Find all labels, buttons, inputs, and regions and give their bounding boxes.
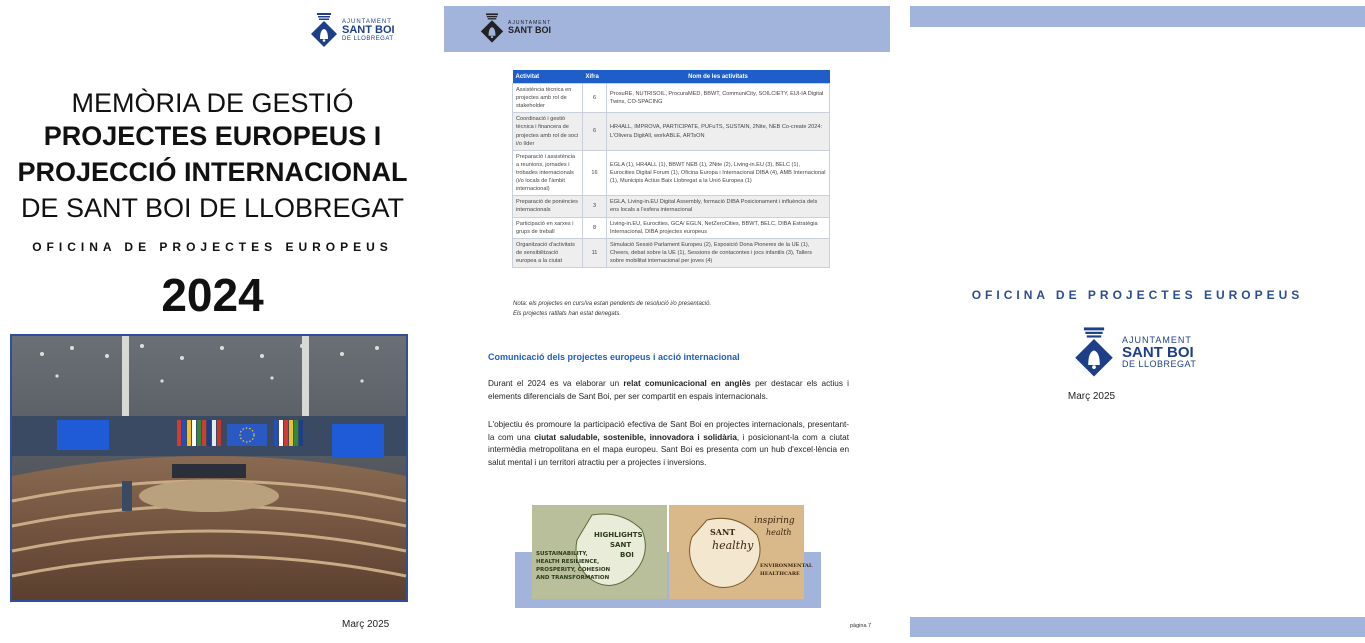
inner-page xyxy=(444,0,890,643)
cover-year: 2024 xyxy=(161,269,264,321)
logo-line-2: SANT BOI xyxy=(1122,343,1194,361)
table-note xyxy=(513,300,711,319)
illustration-text: SANT xyxy=(610,541,632,549)
table-row xyxy=(513,84,830,113)
graphic-recording-illustration-icon xyxy=(532,505,813,599)
activity-cell: Coordinació i gestió tècnica i financera de projectes amb rol de soci i/o líder xyxy=(513,113,583,150)
cover-date: Març 2025 xyxy=(342,619,390,630)
names-cell: EGLA, Living-in.EU Digital Assembly, formació DIBA Posicionament i influència dels ens locals a l'esfera internacional xyxy=(607,196,830,217)
back-page xyxy=(910,0,1365,643)
paragraph-2-text-a: L'objectiu és promoure la participació efectiva de Sant Boi en projectes internacionals, presentant-la com una xyxy=(488,420,849,442)
logo-line-2: SANT BOI xyxy=(508,25,552,35)
activity-cell: Organització d'activitats de sensibilització europea a la ciutat xyxy=(513,238,583,267)
names-cell: EGLA (1), HR4ALL (1), BBWT NEB (1), 2Nite (2), Living-in.EU (3), BELC (1), Eurocities Digital Forum (1), Oficina Europa i Internacional DIBA (4), AMB Internacional (1), Municipis Actius Baix Llobregat a la Unió Europea (1) xyxy=(607,150,830,196)
header-activity: Activitat xyxy=(513,70,583,84)
table-row xyxy=(513,217,830,238)
table-note-line-2: Els projectes ratllats han estat denegats. xyxy=(513,310,622,317)
illustration-text: HIGHLIGHTS xyxy=(594,531,643,539)
european-parliament-hemicycle-photo-icon xyxy=(12,336,406,600)
table-row xyxy=(513,196,830,217)
table-header-row xyxy=(513,70,830,84)
paragraph-1 xyxy=(488,378,849,403)
logo-line-2: SANT BOI xyxy=(342,23,395,36)
names-cell: ProsuRE, NUTRISOIL, ProcuraMED, BBWT, CommuniCity, SOILCIETY, EUI-IA Digital Twins, CO-SPACING xyxy=(607,84,830,113)
sant-boi-logo xyxy=(1072,326,1196,378)
illustration-text: SUSTAINABILITY, xyxy=(536,551,588,557)
paragraph-1-text-a: Durant el 2024 es va elaborar un xyxy=(488,379,624,388)
logo-line-1: AJUNTAMENT xyxy=(508,20,552,26)
names-cell: Simulació Sessió Parlament Europeu (2), Exposició Dona Pioneres de la UE (1), Cheers, debat sobre la UE (1), Sessions de contacontes i jocs infantils (3), Tallers sobre mobilitat internacional per joves (4) xyxy=(607,238,830,267)
sant-boi-logo xyxy=(310,12,395,48)
table-note-line-1: Nota: els projectes en curs/va estan pendents de resolució i/o presentació. xyxy=(513,301,712,307)
paragraph-2 xyxy=(488,419,849,470)
header-count: Xifra xyxy=(583,70,607,84)
activity-cell: Assistència tècnica en projectes amb rol de stakeholder xyxy=(513,84,583,113)
illustration-text: health xyxy=(766,528,792,537)
illustration-text: PROSPERITY, COHESION xyxy=(536,567,611,573)
table-row xyxy=(513,150,830,196)
paragraph-2-bold: ciutat saludable, sostenible, innovadora i solidària xyxy=(534,432,737,442)
activity-cell: Participació en xarxes i grups de treball xyxy=(513,217,583,238)
back-office-name: OFICINA DE PROJECTES EUROPEUS xyxy=(971,288,1304,302)
crown-bell-logo-icon xyxy=(1072,326,1116,378)
count-cell: 11 xyxy=(583,238,607,267)
paragraph-1-bold: relat comunicacional en anglès xyxy=(623,379,751,388)
paragraph-2-text-c: , i posicionant-la com a ciutat intermèdia metropolitana en el mapa europeu. Sant Boi es presenta com un hub d'excel·lència en salut mental i un territori atractiu per a projectes i inversions. xyxy=(488,432,850,468)
count-cell: 6 xyxy=(583,113,607,150)
logo-line-3: DE LLOBREGAT xyxy=(1122,358,1197,369)
logo-line-3: DE LLOBREGAT xyxy=(342,35,394,42)
activities-table xyxy=(512,70,830,268)
logo-line-1: AJUNTAMENT xyxy=(342,18,392,25)
illustration-text: SANT xyxy=(710,527,736,537)
top-bar xyxy=(910,6,1365,27)
names-cell: Living-in.EU, Eurocities, GCA/ EGLN, NetZeroCities, BBWT, BELC, DIBA Estratègia Internacional, DIBA projectes europeus xyxy=(607,217,830,238)
crown-bell-logo-icon xyxy=(310,12,338,48)
count-cell: 16 xyxy=(583,150,607,196)
table-row xyxy=(513,113,830,150)
cover-title-bold-1: PROJECTES EUROPEUS I xyxy=(43,121,382,151)
illustration-text: ENVIRONMENTAL xyxy=(760,563,813,569)
activity-cell: Preparació i assistència a reunions, jornades i trobades internacionals (i/o locals de l'àmbit internacional) xyxy=(513,150,583,196)
section-title: Comunicació dels projectes europeus i acció internacional xyxy=(488,352,740,362)
illustration-text: inspiring xyxy=(754,516,795,526)
header-names: Nom de les activitats xyxy=(607,70,830,84)
count-cell: 6 xyxy=(583,84,607,113)
back-date: Març 2025 xyxy=(1067,391,1116,402)
bottom-bar xyxy=(910,617,1365,637)
cover-title-bold-2: PROJECCIÓ INTERNACIONAL xyxy=(17,157,408,187)
activity-cell: Preparació de ponències internacionals xyxy=(513,196,583,217)
page-number: pàgina 7 xyxy=(850,623,872,629)
illustration-text: HEALTHCARE xyxy=(760,571,800,577)
cover-page xyxy=(0,0,425,643)
names-cell: HR4ALL, IMPROVA, PARTICIPATE, PUFuTS, SUSTAIN, 2Nite, NEB Co-create 2024: L'Olivera DigitAll, workABLE, ARTsON xyxy=(607,113,830,150)
logo-line-1: AJUNTAMENT xyxy=(1122,334,1192,345)
crown-bell-logo-icon xyxy=(480,12,504,44)
table-row xyxy=(513,238,830,267)
illustration-text: AND TRANSFORMATION xyxy=(536,575,610,581)
count-cell: 3 xyxy=(583,196,607,217)
cover-title-post: DE SANT BOI DE LLOBREGAT xyxy=(20,193,405,223)
graphic-recording-illustration xyxy=(532,505,813,599)
cover-title-pre: MEMÒRIA DE GESTIÓ xyxy=(71,88,354,118)
count-cell: 8 xyxy=(583,217,607,238)
illustration-text: HEALTH RESILIENCE, xyxy=(536,559,600,565)
sant-boi-logo xyxy=(480,12,551,44)
illustration-text: BOI xyxy=(620,551,634,559)
illustration-text: healthy xyxy=(712,539,754,552)
parliament-photo xyxy=(10,334,408,602)
cover-office-name: OFICINA DE PROJECTES EUROPEUS xyxy=(32,240,393,254)
paragraph-1-text-c: per destacar els actius i elements diferencials de Sant Boi, per ser compartit en espais internacionals. xyxy=(488,379,849,401)
